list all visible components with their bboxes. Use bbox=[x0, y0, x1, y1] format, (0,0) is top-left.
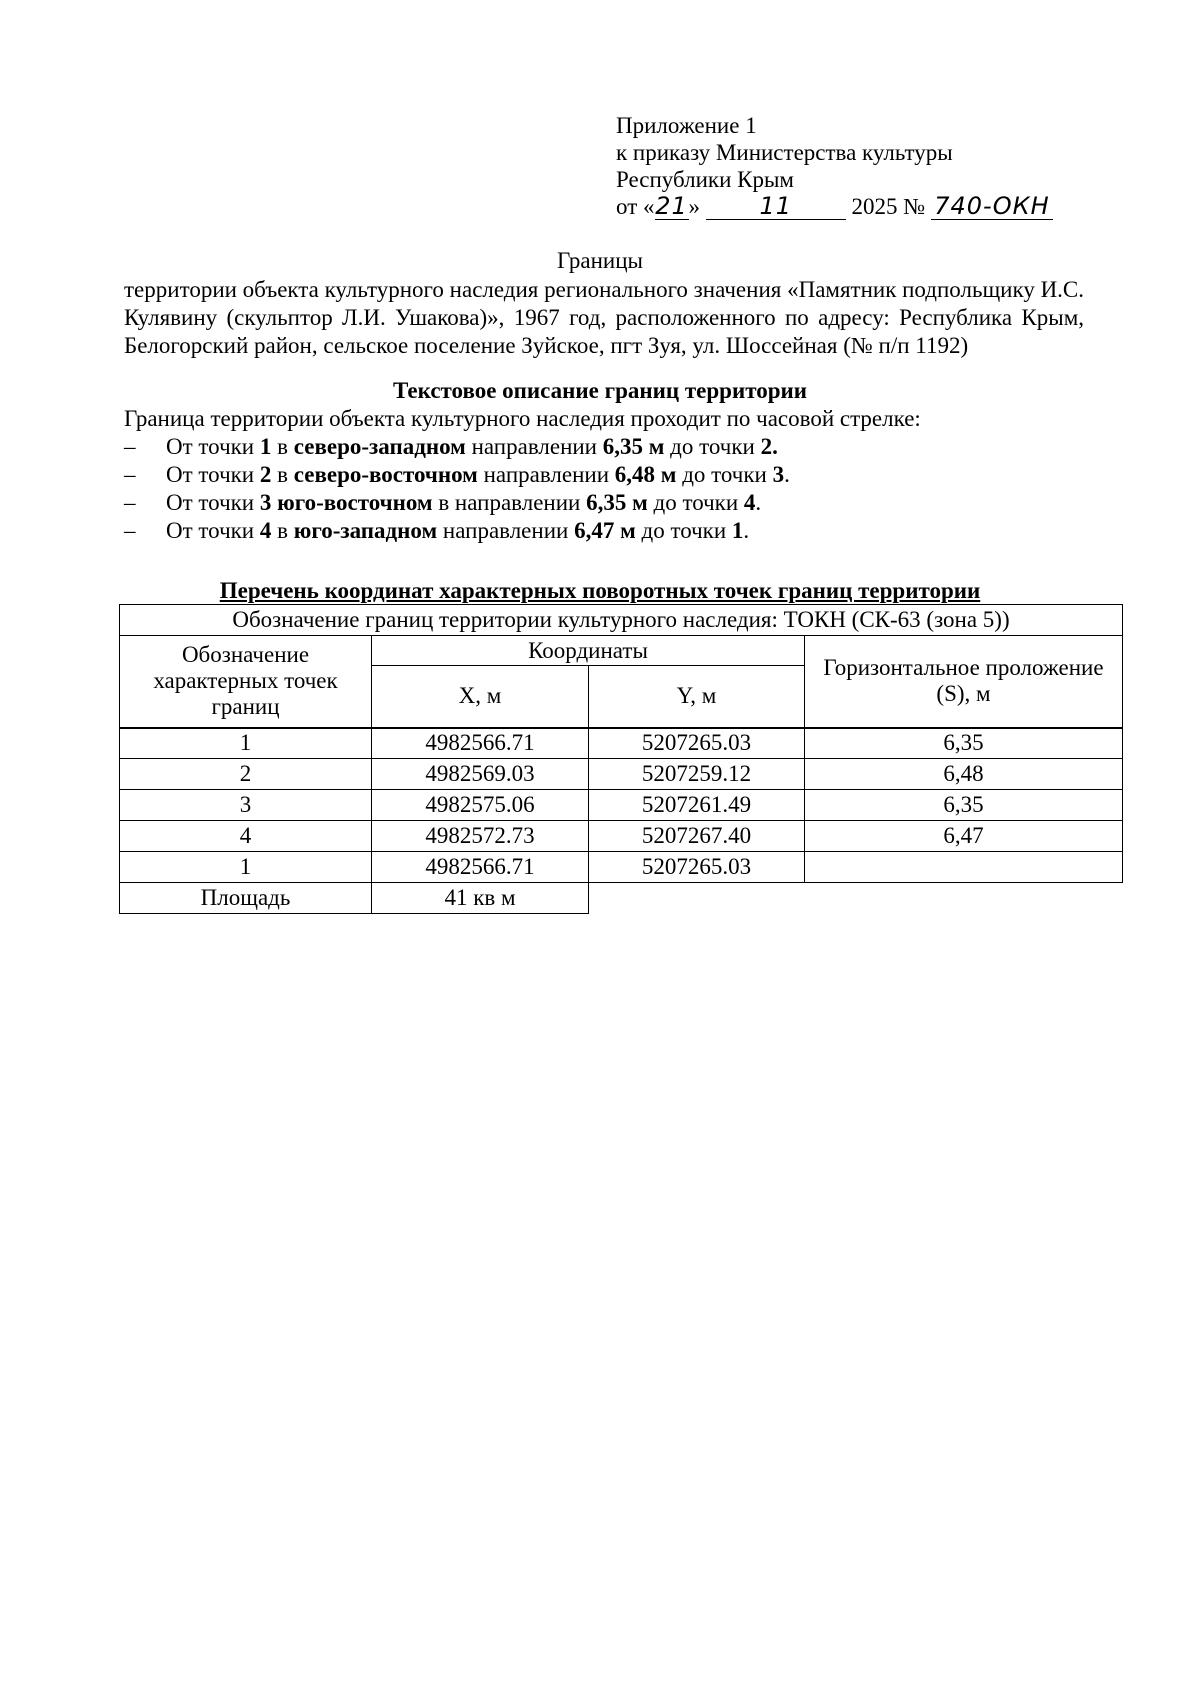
area-label: Площадь bbox=[120, 883, 372, 914]
table-row bbox=[120, 728, 1123, 759]
boundary-step: – От точки 1 в северо-западном направлении 6,35 м до точки 2. bbox=[124, 434, 778, 459]
area-empty bbox=[589, 883, 1123, 914]
cell-distance: 6,35 bbox=[805, 790, 1123, 821]
year-number-label: 2025 № bbox=[851, 194, 926, 219]
cell-point: 1 bbox=[120, 728, 372, 759]
appendix-line-2: к приказу Министерства культуры bbox=[616, 140, 953, 165]
coordinate-system-cell: Обозначение границ территории культурного наследия: ТОКН (СК-63 (зона 5)) bbox=[120, 605, 1123, 636]
table-row bbox=[120, 821, 1123, 852]
header-points: Обозначение характерных точек границ bbox=[120, 636, 372, 728]
table-row bbox=[120, 790, 1123, 821]
cell-x: 4982572.73 bbox=[372, 821, 589, 852]
cell-y: 5207265.03 bbox=[589, 728, 805, 759]
order-day bbox=[655, 193, 689, 220]
order-month bbox=[706, 193, 846, 220]
table-system-row bbox=[120, 605, 1123, 636]
cell-x: 4982566.71 bbox=[372, 728, 589, 759]
object-description: территории объекта культурного наследия регионального значения «Памятник подпольщику И.С. Кулявину (скульптор Л.И. Ушакова)», 1967 год, расположенного по адресу: Республика Крым, Белогорский район, сельское поселение Зуйское, пгт Зуя, ул. Шоссейная (№ п/п 1192) bbox=[124, 277, 1085, 358]
appendix-line-3: Республики Крым bbox=[616, 167, 794, 192]
cell-y: 5207267.40 bbox=[589, 821, 805, 852]
appendix-line-1: Приложение 1 bbox=[616, 113, 757, 138]
area-value: 41 кв м bbox=[372, 883, 589, 914]
handwritten-month: 11 bbox=[759, 192, 793, 220]
cell-distance: 6,48 bbox=[805, 759, 1123, 790]
coordinates-table bbox=[119, 604, 1123, 914]
quote-close: » bbox=[688, 194, 700, 219]
table-area-row bbox=[120, 883, 1123, 914]
section-subtitle: Текстовое описание границ территории bbox=[392, 378, 808, 403]
cell-x: 4982575.06 bbox=[372, 790, 589, 821]
boundary-description bbox=[124, 405, 921, 545]
cell-y: 5207259.12 bbox=[589, 759, 805, 790]
from-prefix: от « bbox=[616, 194, 655, 219]
cell-x: 4982566.71 bbox=[372, 852, 589, 883]
order-number bbox=[931, 193, 1053, 220]
cell-distance: 6,35 bbox=[805, 728, 1123, 759]
cell-point: 1 bbox=[120, 852, 372, 883]
table-header-row bbox=[120, 636, 1123, 666]
boundary-step: – От точки 4 в юго-западном направлении 6,47 м до точки 1. bbox=[124, 518, 750, 543]
header-coordinates: Координаты bbox=[372, 636, 805, 666]
boundary-intro: Граница территории объекта культурного наследия проходит по часовой стрелке: bbox=[124, 406, 921, 431]
header-y: Y, м bbox=[589, 666, 805, 728]
appendix-block bbox=[616, 112, 1053, 220]
cell-point: 4 bbox=[120, 821, 372, 852]
coordinates-table-title: Перечень координат характерных поворотных точек границ территории bbox=[219, 578, 981, 603]
cell-point: 3 bbox=[120, 790, 372, 821]
table-row bbox=[120, 852, 1123, 883]
cell-point: 2 bbox=[120, 759, 372, 790]
cell-y: 5207265.03 bbox=[589, 852, 805, 883]
cell-y: 5207261.49 bbox=[589, 790, 805, 821]
cell-x: 4982569.03 bbox=[372, 759, 589, 790]
document-title: Границы bbox=[557, 248, 643, 273]
cell-distance: 6,47 bbox=[805, 821, 1123, 852]
boundary-step: – От точки 3 юго-восточном в направлении 6,35 м до точки 4. bbox=[124, 490, 762, 515]
appendix-date-line bbox=[616, 193, 1053, 220]
handwritten-number: 740-ОКН bbox=[934, 192, 1050, 220]
header-x: X, м bbox=[372, 666, 589, 728]
handwritten-day: 21 bbox=[655, 192, 688, 220]
boundary-step: – От точки 2 в северо-восточном направлении 6,48 м до точки 3. bbox=[124, 462, 790, 487]
header-horizontal-distance: Горизонтальное проложение (S), м bbox=[805, 636, 1123, 728]
table-row bbox=[120, 759, 1123, 790]
cell-distance bbox=[805, 852, 1123, 883]
